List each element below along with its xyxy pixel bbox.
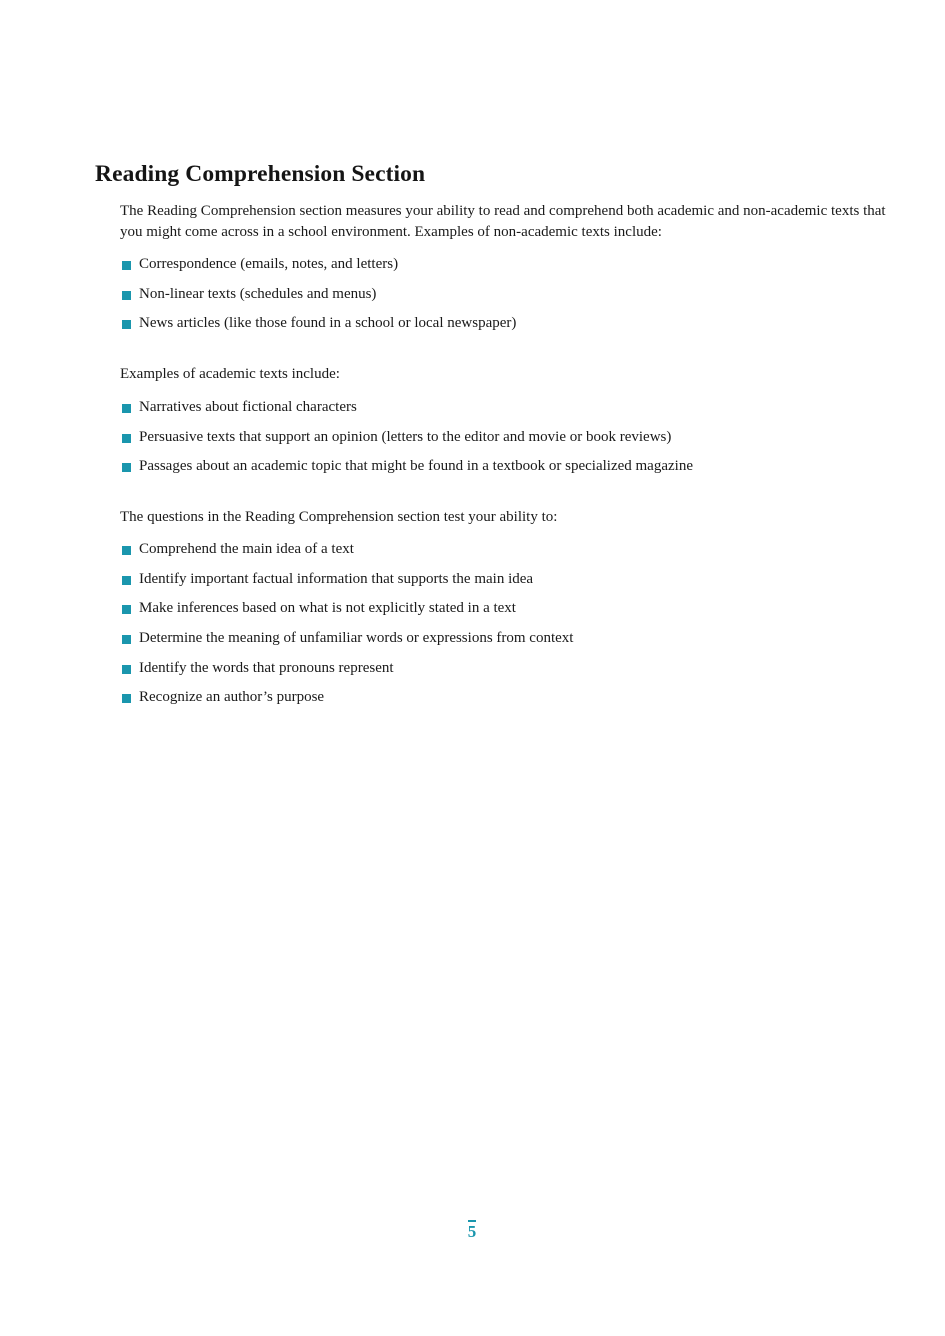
page-footer xyxy=(462,1220,482,1240)
list-item xyxy=(120,313,516,343)
square-bullet-icon xyxy=(122,261,131,270)
square-bullet-icon xyxy=(122,404,131,413)
list-item-text: Non-linear texts (schedules and menus) xyxy=(139,285,377,302)
list-item-text: Make inferences based on what is not explicitly stated in a text xyxy=(139,600,516,617)
square-bullet-icon xyxy=(122,576,131,585)
list-item xyxy=(120,687,573,717)
academic-heading: Examples of academic texts include: xyxy=(120,366,340,382)
square-bullet-icon xyxy=(122,665,131,674)
list-item xyxy=(120,284,516,314)
square-bullet-icon xyxy=(122,546,131,555)
page-title: Reading Comprehension Section xyxy=(95,161,426,187)
square-bullet-icon xyxy=(122,320,131,329)
list-item-text: Comprehend the main idea of a text xyxy=(139,541,354,557)
list-item xyxy=(120,658,573,688)
list-item xyxy=(120,569,573,599)
list-item-text: Passages about an academic topic that might be found in a textbook or specialized magazine xyxy=(139,458,693,475)
list-item-text: Persuasive texts that support an opinion (letters to the editor and movie or book reviews) xyxy=(139,428,672,445)
square-bullet-icon xyxy=(122,463,131,472)
square-bullet-icon xyxy=(122,434,131,443)
square-bullet-icon xyxy=(122,605,131,614)
square-bullet-icon xyxy=(122,694,131,703)
list-item xyxy=(120,427,693,457)
skills-list xyxy=(120,539,573,717)
list-item-text: Narratives about fictional characters xyxy=(139,399,357,415)
skills-heading: The questions in the Reading Comprehension section test your ability to: xyxy=(120,509,558,525)
square-bullet-icon xyxy=(122,635,131,644)
list-item-text: Identify important factual information that supports the main idea xyxy=(139,570,534,587)
square-bullet-icon xyxy=(122,291,131,300)
list-item-text: Determine the meaning of unfamiliar words or expressions from context xyxy=(139,630,574,647)
non-academic-list xyxy=(120,254,516,343)
list-item xyxy=(120,397,693,427)
list-item xyxy=(120,598,573,628)
academic-list xyxy=(120,397,693,486)
page-number: 5 xyxy=(467,1222,477,1241)
list-item-text: Identify the words that pronouns represent xyxy=(139,659,394,676)
list-item xyxy=(120,456,693,486)
list-item xyxy=(120,539,573,569)
list-item-text: News articles (like those found in a school or local newspaper) xyxy=(139,315,517,332)
list-item-text: Recognize an author’s purpose xyxy=(139,689,325,706)
list-item-text: Correspondence (emails, notes, and letters) xyxy=(139,256,399,272)
list-item xyxy=(120,254,516,284)
list-item xyxy=(120,628,573,658)
intro-paragraph: The Reading Comprehension section measures your ability to read and comprehend both academic and non-academic texts that you might come across in a school environment. Examples of non-academic texts include: xyxy=(120,203,886,240)
